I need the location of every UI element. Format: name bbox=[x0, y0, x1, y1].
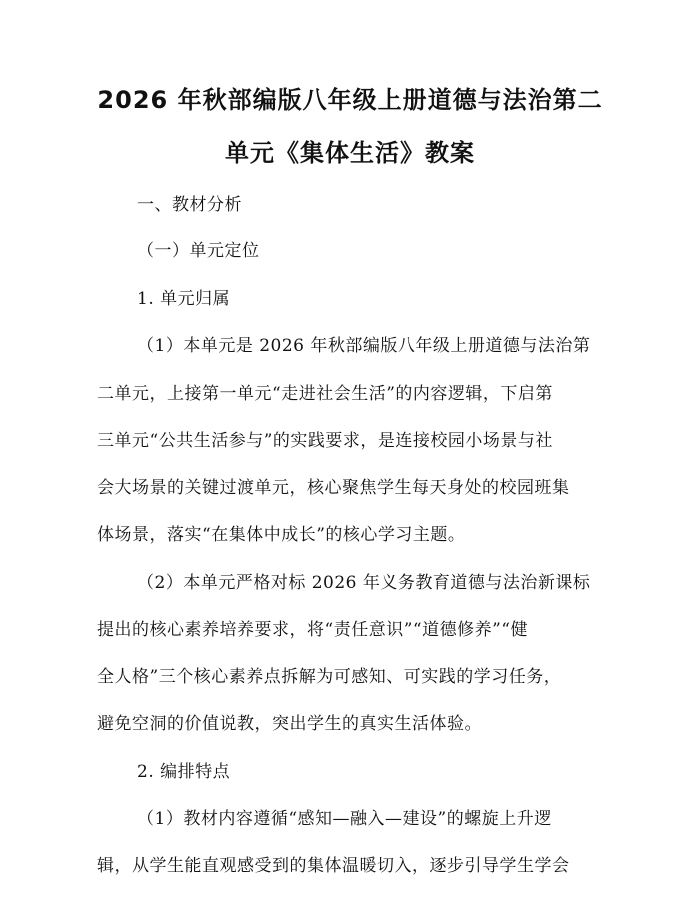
paragraph-line: 提出的核心素养培养要求，将“责任意识”“道德修养”“健 bbox=[97, 620, 528, 640]
paragraph-line: 二单元，上接第一单元“走进社会生活”的内容逻辑，下启第 bbox=[97, 384, 553, 404]
numbered-heading-1: 1. 单元归属 bbox=[137, 289, 231, 309]
paragraph-line: 三单元“公共生活参与”的实践要求，是连接校园小场景与社 bbox=[97, 431, 553, 451]
paragraph-line: （1）本单元是 2026 年秋部编版八年级上册道德与法治第 bbox=[137, 336, 591, 356]
paragraph-line: 避免空洞的价值说教，突出学生的真实生活体验。 bbox=[97, 714, 482, 734]
document-title-line-2: 单元《集体生活》教案 bbox=[225, 139, 475, 167]
document-title-line-1: 2026 年秋部编版八年级上册道德与法治第二 bbox=[97, 86, 603, 114]
paragraph-line: （2）本单元严格对标 2026 年义务教育道德与法治新课标 bbox=[137, 573, 591, 593]
paragraph-line: 会大场景的关键过渡单元，核心聚焦学生每天身处的校园班集 bbox=[97, 478, 570, 498]
paragraph-line: （1）教材内容遵循“感知—融入—建设”的螺旋上升逻 bbox=[137, 809, 552, 829]
paragraph-line: 体场景，落实“在集体中成长”的核心学习主题。 bbox=[97, 525, 466, 545]
numbered-heading-2: 2. 编排特点 bbox=[137, 762, 231, 782]
paragraph-line: 辑，从学生能直观感受到的集体温暖切入，逐步引导学生学会 bbox=[97, 856, 570, 876]
subsection-heading: （一）单元定位 bbox=[137, 241, 260, 261]
section-heading-1: 一、教材分析 bbox=[137, 195, 242, 215]
paragraph-line: 全人格”三个核心素养点拆解为可感知、可实践的学习任务， bbox=[97, 667, 562, 687]
